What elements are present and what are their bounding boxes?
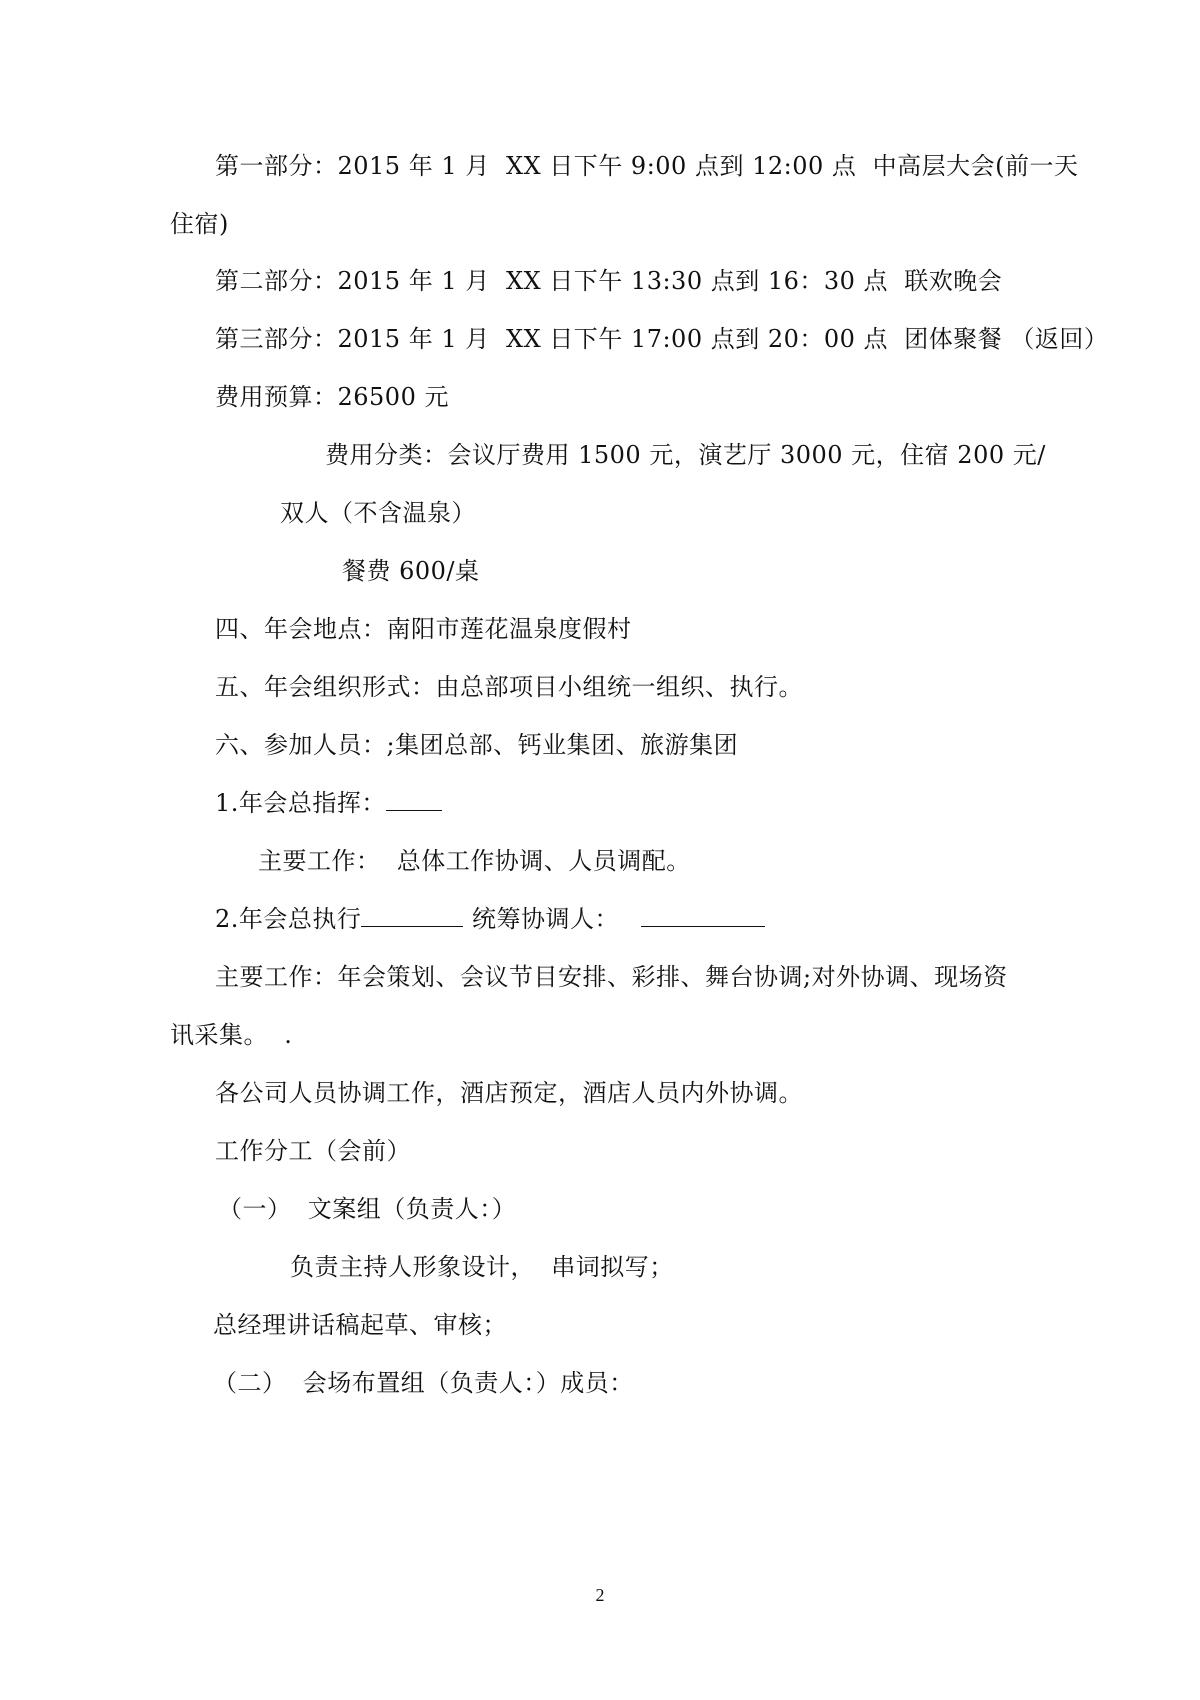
schedule-part-two: 第二部分：2015 年 1 月 XX 日下午 13:30 点到 16：30 点 联欢晚会 (215, 267, 1003, 295)
group-venue-setup: （二） 会场布置组（负责人：）成员： (213, 1369, 634, 1397)
executive-duty: 主要工作：年会策划、会议节目安排、彩排、舞台协调;对外协调、现场资 (215, 963, 1008, 991)
group-copywriting-duty-2: 总经理讲话稿起草、审核； (213, 1311, 507, 1339)
group-copywriting: （一） 文案组（负责人：） (218, 1195, 517, 1223)
budget-total: 费用预算：26500 元 (215, 383, 449, 411)
venue-heading: 四、年会地点：南阳市莲花温泉度假村 (215, 615, 632, 643)
executive-item (215, 903, 463, 935)
schedule-part-one: 第一部分：2015 年 1 月 XX 日下午 9:00 点到 12:00 点 中高层大会(前一天 (215, 152, 1079, 180)
page-number: 2 (595, 1585, 605, 1605)
commander-duty: 主要工作： 总体工作协调、人员调配。 (258, 847, 691, 875)
commander-label: 1.年会总指挥： (215, 789, 386, 817)
division-title: 工作分工（会前） (215, 1137, 411, 1165)
executive-label: 2.年会总执行 (215, 905, 362, 933)
company-coordination: 各公司人员协调工作，酒店预定，酒店人员内外协调。 (215, 1079, 803, 1107)
participants-heading: 六、参加人员：;集团总部、钙业集团、旅游集团 (215, 731, 739, 759)
meal-cost: 餐费 600/桌 (342, 557, 480, 585)
coordinator-blank (641, 904, 765, 927)
organization-heading: 五、年会组织形式：由总部项目小组统一组织、执行。 (215, 673, 803, 701)
executive-duty-continued: 讯采集。 . (170, 1021, 293, 1049)
commander-item (215, 787, 442, 819)
cost-categories: 费用分类：会议厅费用 1500 元，演艺厅 3000 元，住宿 200 元/ (325, 441, 1046, 469)
schedule-part-one-continued: 住宿) (170, 210, 229, 238)
executive-blank (361, 904, 463, 927)
coordinator-item (472, 903, 765, 935)
cost-categories-continued: 双人（不含温泉） (280, 499, 476, 527)
commander-blank (386, 788, 442, 811)
group-copywriting-duty: 负责主持人形象设计， 串词拟写； (290, 1253, 674, 1281)
schedule-part-three: 第三部分：2015 年 1 月 XX 日下午 17:00 点到 20：00 点 团体聚餐 （返回） (215, 325, 1109, 353)
coordinator-label: 统筹协调人： (472, 905, 619, 933)
